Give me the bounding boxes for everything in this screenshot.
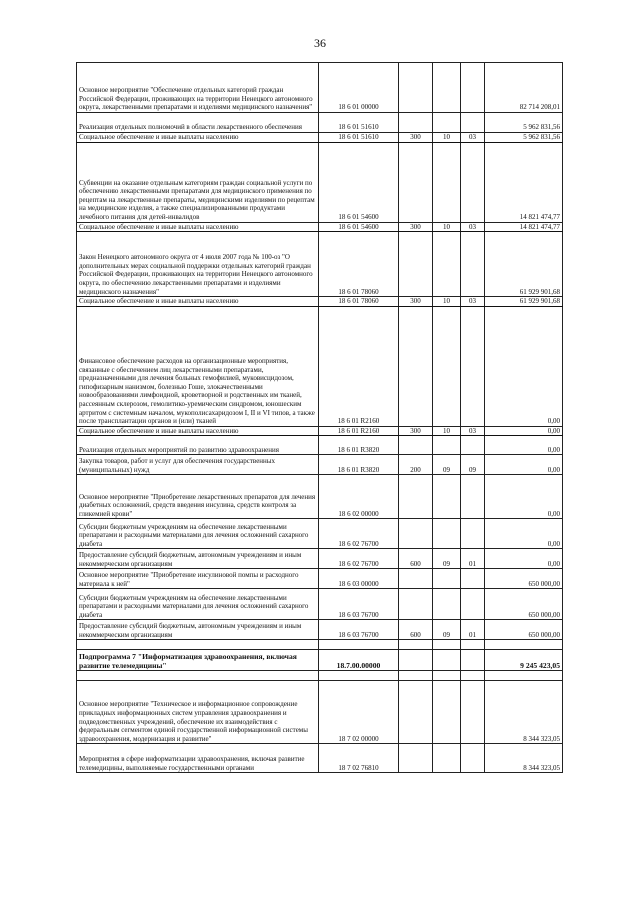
row-sum: 0,00 <box>485 455 563 475</box>
row-code: 18 6 01 54600 <box>319 222 399 232</box>
row-sum: 0,00 <box>485 475 563 519</box>
row-name: Социальное обеспечение и иные выплаты населению <box>77 222 319 232</box>
row-rz <box>433 589 461 620</box>
empty-cell <box>485 640 563 650</box>
row-pr: 03 <box>461 222 485 232</box>
row-code: 18 6 01 R3820 <box>319 436 399 455</box>
row-vr: 300 <box>399 297 433 307</box>
row-code: 18 6 02 00000 <box>319 475 399 519</box>
row-sum: 5 962 831,56 <box>485 113 563 133</box>
row-name: Предоставление субсидий бюджетным, автономным учреждениям и иным некоммерческим организациям <box>77 620 319 640</box>
row-name: Подпрограмма 7 "Информатизация здравоохранения, включая развитие телемедицины" <box>77 650 319 671</box>
row-pr: 01 <box>461 549 485 569</box>
row-sum: 650 000,00 <box>485 620 563 640</box>
row-rz <box>433 681 461 744</box>
row-name: Мероприятия в сфере информатизации здравоохранения, включая развитие телемедицины, выполняемые государственными органами <box>77 744 319 773</box>
row-vr <box>399 306 433 426</box>
row-vr: 200 <box>399 455 433 475</box>
row-name: Финансовое обеспечение расходов на организационные мероприятия, связанные с обеспечением лиц лекарственными препаратами, предназначенными для лечения больных гемофилией, муковисцидозом, гипофизарным нанизмом, болезнью Гоше, злокачественными новообразованиями лимфоидной, кроветворной и родственных им тканей, рассеянным склерозом, гемолитико-уремическим синдромом, юношеским артритом с системным началом, мукополисахаридозом I, II и VI типов, а также после трансплантации органов и (или) тканей <box>77 306 319 426</box>
row-vr: 300 <box>399 222 433 232</box>
row-sum: 8 344 323,05 <box>485 744 563 773</box>
row-rz <box>433 475 461 519</box>
row-pr <box>461 589 485 620</box>
row-rz <box>433 569 461 589</box>
table-row <box>77 297 563 307</box>
row-sum: 650 000,00 <box>485 589 563 620</box>
row-rz <box>433 519 461 549</box>
row-pr: 09 <box>461 455 485 475</box>
row-pr: 03 <box>461 426 485 436</box>
row-pr <box>461 63 485 113</box>
row-sum: 61 929 901,68 <box>485 232 563 297</box>
row-name: Социальное обеспечение и иные выплаты населению <box>77 133 319 143</box>
row-sum: 14 821 474,77 <box>485 222 563 232</box>
row-sum: 0,00 <box>485 426 563 436</box>
row-sum: 61 929 901,68 <box>485 297 563 307</box>
row-rz: 09 <box>433 620 461 640</box>
table-row-subprogram <box>77 650 563 671</box>
table-row <box>77 620 563 640</box>
row-name: Закон Ненецкого автономного округа от 4 июля 2007 года № 100-оз "О дополнительных мерах социальной поддержки отдельных категорий граждан Российской Федерации, проживающих на территории Ненецкого автономного округа, по обеспечению лекарственными препаратами и изделиями медицинского назначения" <box>77 232 319 297</box>
row-vr <box>399 569 433 589</box>
row-pr <box>461 475 485 519</box>
row-name: Социальное обеспечение и иные выплаты населению <box>77 297 319 307</box>
table-row <box>77 222 563 232</box>
row-name: Основное мероприятие "Техническое и информационное сопровождение прикладных информационных систем управления здравоохранения и подведомственных учреждений, обеспечение их взаимодействия с федеральным сегментом единой государственной информационной системы здравоохранения, модернизация и развитие" <box>77 681 319 744</box>
row-pr <box>461 744 485 773</box>
row-rz <box>433 650 461 671</box>
row-code: 18 6 03 00000 <box>319 569 399 589</box>
table-row <box>77 475 563 519</box>
row-code: 18 6 01 54600 <box>319 142 399 222</box>
row-name: Реализация отдельных полномочий в области лекарственного обеспечения <box>77 113 319 133</box>
row-vr <box>399 744 433 773</box>
row-code: 18 6 01 78060 <box>319 232 399 297</box>
row-rz: 10 <box>433 222 461 232</box>
empty-cell <box>485 671 563 681</box>
table-row <box>77 436 563 455</box>
row-code: 18.7.00.00000 <box>319 650 399 671</box>
row-name: Реализация отдельных мероприятий по развитию здравоохранения <box>77 436 319 455</box>
row-pr: 03 <box>461 133 485 143</box>
row-sum: 0,00 <box>485 549 563 569</box>
table-row <box>77 519 563 549</box>
row-code: 18 6 01 00000 <box>319 63 399 113</box>
table-row <box>77 133 563 143</box>
row-sum: 650 000,00 <box>485 569 563 589</box>
row-code: 18 6 01 R2160 <box>319 306 399 426</box>
budget-table <box>76 62 563 773</box>
empty-cell <box>319 671 399 681</box>
row-pr <box>461 436 485 455</box>
row-vr: 600 <box>399 620 433 640</box>
empty-cell <box>77 640 319 650</box>
row-name: Субсидии бюджетным учреждениям на обеспечение лекарственными препаратами и расходными материалами для лечения осложнений сахарного диабета <box>77 589 319 620</box>
row-rz <box>433 744 461 773</box>
row-rz: 10 <box>433 133 461 143</box>
row-sum: 0,00 <box>485 436 563 455</box>
row-vr: 300 <box>399 426 433 436</box>
row-code: 18 6 01 R3820 <box>319 455 399 475</box>
row-code: 18 6 02 76700 <box>319 549 399 569</box>
row-rz <box>433 113 461 133</box>
row-vr <box>399 142 433 222</box>
table-row-empty <box>77 640 563 650</box>
row-vr <box>399 681 433 744</box>
row-vr <box>399 63 433 113</box>
row-pr: 03 <box>461 297 485 307</box>
row-code: 18 6 02 76700 <box>319 519 399 549</box>
row-code: 18 6 03 76700 <box>319 620 399 640</box>
row-name: Основное мероприятие "Обеспечение отдельных категорий граждан Российской Федерации, проживающих на территории Ненецкого автономного округа, лекарственными препаратами и изделиями медицинского назначения" <box>77 63 319 113</box>
row-vr <box>399 475 433 519</box>
row-pr <box>461 306 485 426</box>
row-pr <box>461 569 485 589</box>
empty-cell <box>461 671 485 681</box>
table-row <box>77 113 563 133</box>
row-sum: 0,00 <box>485 306 563 426</box>
row-name: Субвенции на оказание отдельным категориям граждан социальной услуги по обеспечению лекарственными препаратами для медицинского применения по рецептам на лекарственные препараты, медицинскими изделиями по рецептам на медицинские изделия, а также специализированными продуктами лечебного питания для детей-инвалидов <box>77 142 319 222</box>
row-vr <box>399 436 433 455</box>
table-row <box>77 426 563 436</box>
row-pr <box>461 113 485 133</box>
row-code: 18 6 01 R2160 <box>319 426 399 436</box>
row-name: Субсидии бюджетным учреждениям на обеспечение лекарственными препаратами и расходными материалами для лечения осложнений сахарного диабета <box>77 519 319 549</box>
row-rz: 09 <box>433 549 461 569</box>
row-vr: 300 <box>399 133 433 143</box>
row-name: Закупка товаров, работ и услуг для обеспечения государственных (муниципальных) нужд <box>77 455 319 475</box>
row-pr <box>461 650 485 671</box>
row-rz <box>433 306 461 426</box>
empty-cell <box>433 640 461 650</box>
row-code: 18 6 01 51610 <box>319 113 399 133</box>
row-code: 18 7 02 76810 <box>319 744 399 773</box>
row-sum: 5 962 831,56 <box>485 133 563 143</box>
empty-cell <box>77 671 319 681</box>
table-row <box>77 549 563 569</box>
row-rz: 10 <box>433 297 461 307</box>
row-vr <box>399 113 433 133</box>
row-sum: 9 245 423,05 <box>485 650 563 671</box>
empty-cell <box>399 671 433 681</box>
table-row <box>77 455 563 475</box>
row-code: 18 6 03 76700 <box>319 589 399 620</box>
row-code: 18 6 01 78060 <box>319 297 399 307</box>
table-row <box>77 306 563 426</box>
row-vr <box>399 650 433 671</box>
row-name: Социальное обеспечение и иные выплаты населению <box>77 426 319 436</box>
row-code: 18 6 01 51610 <box>319 133 399 143</box>
table-row <box>77 681 563 744</box>
row-pr <box>461 519 485 549</box>
table-row <box>77 744 563 773</box>
table-row <box>77 142 563 222</box>
row-pr <box>461 232 485 297</box>
row-rz <box>433 63 461 113</box>
row-rz: 09 <box>433 455 461 475</box>
row-sum: 0,00 <box>485 519 563 549</box>
row-pr <box>461 681 485 744</box>
row-vr <box>399 589 433 620</box>
empty-cell <box>319 640 399 650</box>
row-rz <box>433 142 461 222</box>
row-name: Предоставление субсидий бюджетным, автономным учреждениям и иным некоммерческим организациям <box>77 549 319 569</box>
row-name: Основное мероприятие "Приобретение инсулиновой помпы и расходного материала к ней" <box>77 569 319 589</box>
row-sum: 8 344 323,05 <box>485 681 563 744</box>
row-sum: 82 714 208,01 <box>485 63 563 113</box>
row-pr: 01 <box>461 620 485 640</box>
table-row-empty <box>77 671 563 681</box>
row-pr <box>461 142 485 222</box>
row-vr <box>399 519 433 549</box>
row-code: 18 7 02 00000 <box>319 681 399 744</box>
row-rz <box>433 436 461 455</box>
empty-cell <box>433 671 461 681</box>
table-row <box>77 589 563 620</box>
table-row <box>77 63 563 113</box>
table-row <box>77 569 563 589</box>
row-rz <box>433 232 461 297</box>
row-sum: 14 821 474,77 <box>485 142 563 222</box>
table-row <box>77 232 563 297</box>
row-rz: 10 <box>433 426 461 436</box>
row-vr: 600 <box>399 549 433 569</box>
row-name: Основное мероприятие "Приобретение лекарственных препаратов для лечения диабетных осложнений, средств введения инсулина, средств контроля за гликемией крови" <box>77 475 319 519</box>
empty-cell <box>399 640 433 650</box>
page-number: 36 <box>314 36 326 50</box>
row-vr <box>399 232 433 297</box>
empty-cell <box>461 640 485 650</box>
